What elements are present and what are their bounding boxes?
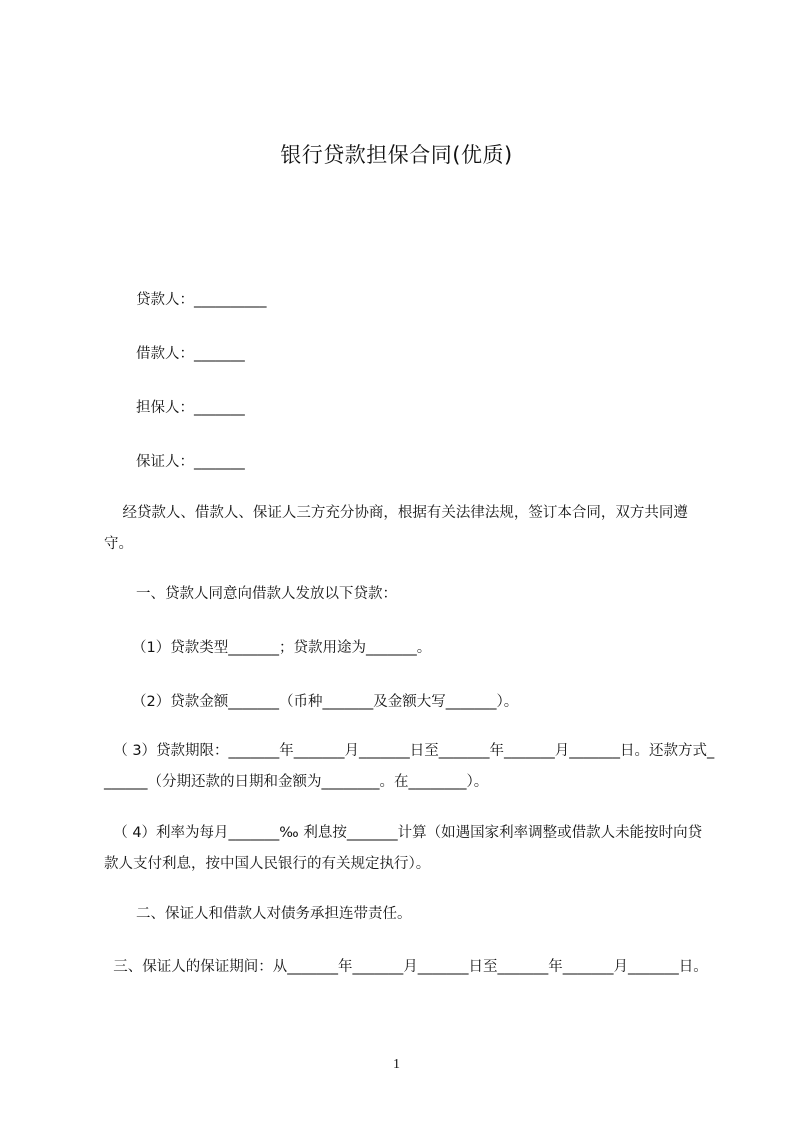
clause-2: 二、保证人和借款人对债务承担连带责任。 xyxy=(136,906,412,922)
preamble-paragraph: 经贷款人、借款人、保证人三方充分协商，根据有关法律法规，签订本合同，双方共同遵守。 xyxy=(104,505,688,552)
clause-1-heading: 一、贷款人同意向借款人发放以下贷款： xyxy=(136,586,397,602)
clause-1-item-1: （1）贷款类型_______；贷款用途为_______。 xyxy=(132,640,432,656)
clause-1-item-4: （ 4）利率为每月_______‰ 利息按_______计算（如遇国家利率调整或借款人未能按时向贷款人支付利息，按中国人民银行的有关规定执行）。 xyxy=(104,825,703,872)
borrower-line: 借款人：_______ xyxy=(136,346,245,362)
clause-3: 三、保证人的保证期间：从_______年_______月_______日至_______年_______月_______日。 xyxy=(104,959,708,975)
document-title: 银行贷款担保合同(优质) xyxy=(280,143,513,167)
clause-1-item-3: （ 3）贷款期限：_______年_______月_______日至_______年_______月_______日。还款方式_______（分期还款的日期和金额为________。在________）。 xyxy=(104,743,715,790)
guarantor-line: 担保人：_______ xyxy=(136,400,245,416)
page-number: 1 xyxy=(393,1057,400,1072)
surety-line: 保证人：_______ xyxy=(136,454,245,470)
lender-line: 贷款人：__________ xyxy=(136,292,267,308)
clause-1-item-2: （2）贷款金额_______（币种_______及金额大写_______）。 xyxy=(132,694,519,710)
